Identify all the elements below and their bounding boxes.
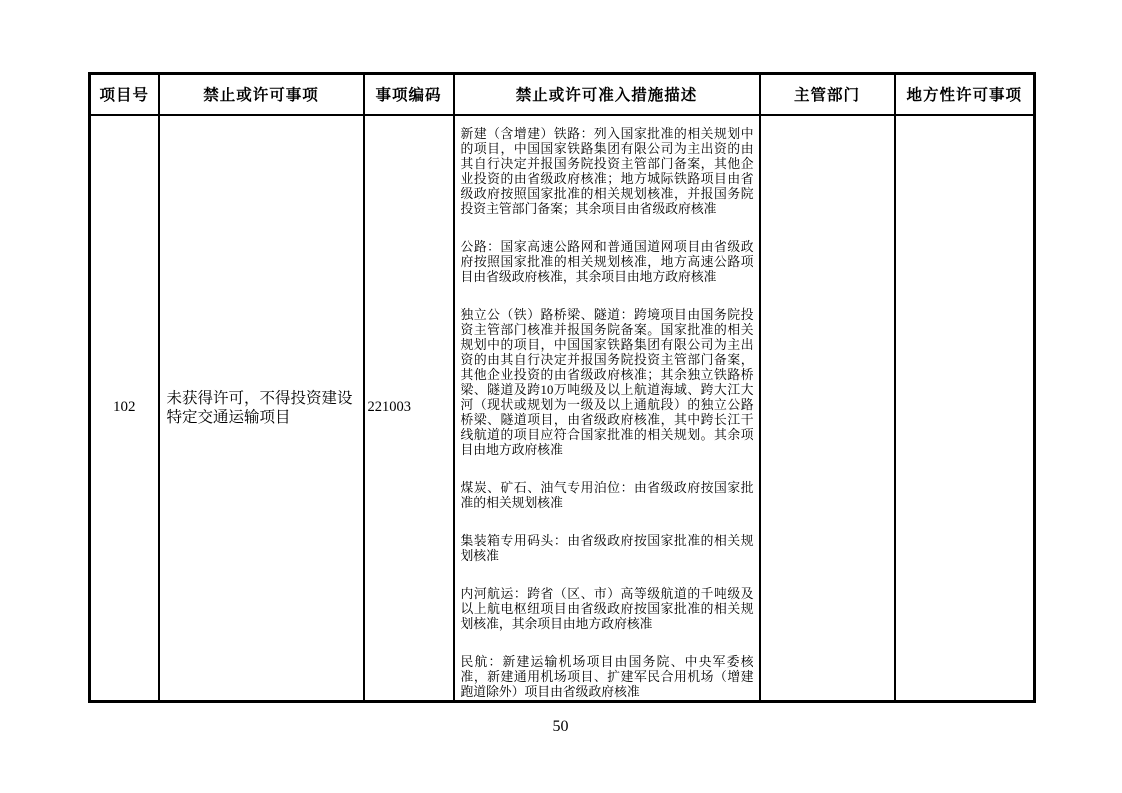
description-paragraph: 煤炭、矿石、油气专用泊位：由省级政府按国家批准的相关规划核准 xyxy=(460,480,754,510)
col-header-code: 事项编码 xyxy=(364,74,454,115)
col-header-department: 主管部门 xyxy=(760,74,895,115)
col-header-local-permission: 地方性许可事项 xyxy=(895,74,1035,115)
code-cell: 221003 xyxy=(364,115,454,702)
description-paragraph: 内河航运：跨省（区、市）高等级航道的千吨级及以上航电枢纽项目由省级政府按国家批准的相关规划核准，其余项目由地方政府核准 xyxy=(460,586,754,631)
col-header-item: 禁止或许可事项 xyxy=(159,74,364,115)
col-header-project-no: 项目号 xyxy=(90,74,159,115)
col-header-description: 禁止或许可准入措施描述 xyxy=(454,74,760,115)
prohibition-permission-table xyxy=(88,72,1036,703)
description-paragraph: 公路：国家高速公路网和普通国道网项目由省级政府按照国家批准的相关规划核准，地方高速公路项目由省级政府核准，其余项目由地方政府核准 xyxy=(460,239,754,284)
project-no-cell: 102 xyxy=(90,115,159,702)
table-header-row xyxy=(90,74,1035,115)
page-number: 50 xyxy=(552,718,569,735)
item-cell: 未获得许可，不得投资建设特定交通运输项目 xyxy=(159,115,364,702)
local-permission-cell xyxy=(895,115,1035,702)
description-paragraph: 民航：新建运输机场项目由国务院、中央军委核准，新建通用机场项目、扩建军民合用机场（增建跑道除外）项目由省级政府核准 xyxy=(460,654,754,699)
description-paragraph: 新建（含增建）铁路：列入国家批准的相关规划中的项目，中国国家铁路集团有限公司为主出资的由其自行决定并报国务院投资主管部门备案，其他企业投资的由省级政府核准；地方城际铁路项目由省级政府按照国家批准的相关规划核准，并报国务院投资主管部门备案；其余项目由省级政府核准 xyxy=(460,126,754,216)
description-cell xyxy=(454,115,760,702)
description-paragraph: 独立公（铁）路桥梁、隧道：跨境项目由国务院投资主管部门核准并报国务院备案。国家批准的相关规划中的项目，中国国家铁路集团有限公司为主出资的由其自行决定并报国务院投资主管部门备案，其他企业投资的由省级政府核准；其余独立铁路桥梁、隧道及跨10万吨级及以上航道海域、跨大江大河（现状或规划为一级及以上通航段）的独立公路桥梁、隧道项目，由省级政府核准，其中跨长江干线航道的项目应符合国家批准的相关规划。其余项目由地方政府核准 xyxy=(460,307,754,457)
description-paragraph: 集装箱专用码头：由省级政府按国家批准的相关规划核准 xyxy=(460,533,754,563)
table-row-102 xyxy=(90,115,1035,702)
department-cell xyxy=(760,115,895,702)
